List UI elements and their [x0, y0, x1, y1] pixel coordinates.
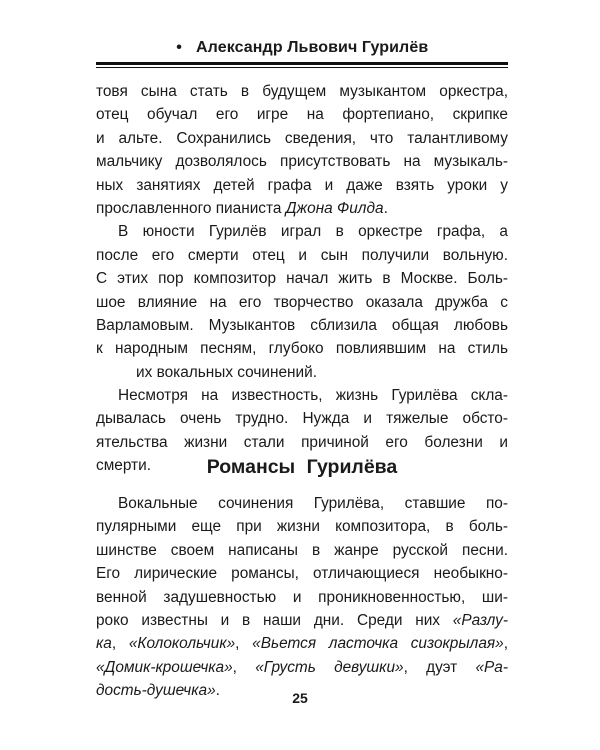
header-rule-thin: [96, 67, 508, 68]
section-text: [96, 492, 508, 703]
body-text: [96, 80, 508, 478]
text-line: дость-душечка».: [96, 682, 220, 700]
text-line: Его лирические романсы, отличающиеся необыкно-: [96, 565, 508, 583]
text-line: ятельства жизни стали причиной его болезни и: [96, 433, 508, 451]
text-line: «Домик-крошечка», «Грусть девушки», дуэт «Ра-: [96, 658, 508, 676]
text-line: В юности Гурилёв играл в оркестре графа, а: [118, 223, 508, 241]
text-line: Несмотря на известность, жизнь Гурилёва скла-: [118, 387, 508, 405]
text-line: Варламовым. Музыкантов сблизила общая любовь: [96, 316, 508, 334]
romance-title: дость-душечка»: [96, 682, 216, 700]
romance-title: ка: [96, 635, 112, 653]
romance-title: «Разлу-: [452, 611, 508, 629]
romance-title: «Грусть девушки»: [255, 658, 404, 676]
romance-title: «Колокольчик»: [128, 635, 236, 653]
text-line: Вокальные сочинения Гурилёва, ставшие по-: [118, 495, 508, 512]
romance-title: «Ра-: [475, 658, 508, 676]
text-line: шинстве своем написаны в жанре русской песни.: [96, 541, 508, 559]
text-line: после его смерти отец и сын получили вольную.: [96, 246, 508, 264]
text-line: С этих пор композитор начал жить в Москве. Боль-: [96, 270, 508, 288]
text-line: к народным песням, глубоко повлиявшим на стиль: [96, 340, 508, 358]
text-line: шое влияние на его творчество оказала дружба с: [96, 293, 508, 311]
romance-title: «Домик-крошечка»: [96, 658, 233, 676]
text-line: дывалась очень трудно. Нужда и тяжелые обсто-: [96, 410, 508, 428]
romance-title: «Вьется ласточка сизокрылая»: [252, 635, 504, 653]
text-line: отец обучал его игре на фортепиано, скрипке: [96, 106, 508, 124]
text-line: ных занятиях детей графа и даже взять уроки у: [96, 176, 508, 194]
text-line: ка, «Колокольчик», «Вьется ласточка сизокрылая»,: [96, 635, 508, 653]
header-author-name: Александр Львович Гурилёв: [196, 39, 429, 56]
text-line: пулярными еще при жизни композитора, в боль-: [96, 518, 508, 536]
page-number: 25: [292, 690, 308, 706]
paragraph: [96, 80, 508, 220]
section-title: Романсы Гурилёва: [206, 456, 398, 478]
text-line: и альте. Сохранились сведения, что талантливому: [96, 129, 508, 147]
text-line: смерти.: [96, 457, 151, 475]
text-line: венной задушевностью и проникновенностью, ши-: [96, 588, 508, 606]
text-line: мальчику дозволялось присутствовать на музыкаль-: [96, 153, 508, 171]
running-head: [96, 38, 508, 58]
header-bullet: •: [176, 39, 182, 56]
text-line: их вокальных сочинений.: [136, 363, 318, 381]
text-line: роко известны и в наши дни. Среди них «Разлу-: [96, 611, 508, 629]
text-line: товя сына стать в будущем музыкантом оркестра,: [96, 83, 508, 100]
paragraph: [96, 220, 508, 384]
header-rule-thick: [96, 62, 508, 65]
italic-name: Джона Филда: [285, 199, 384, 217]
text-line: прославленного пианиста Джона Филда.: [96, 199, 388, 217]
